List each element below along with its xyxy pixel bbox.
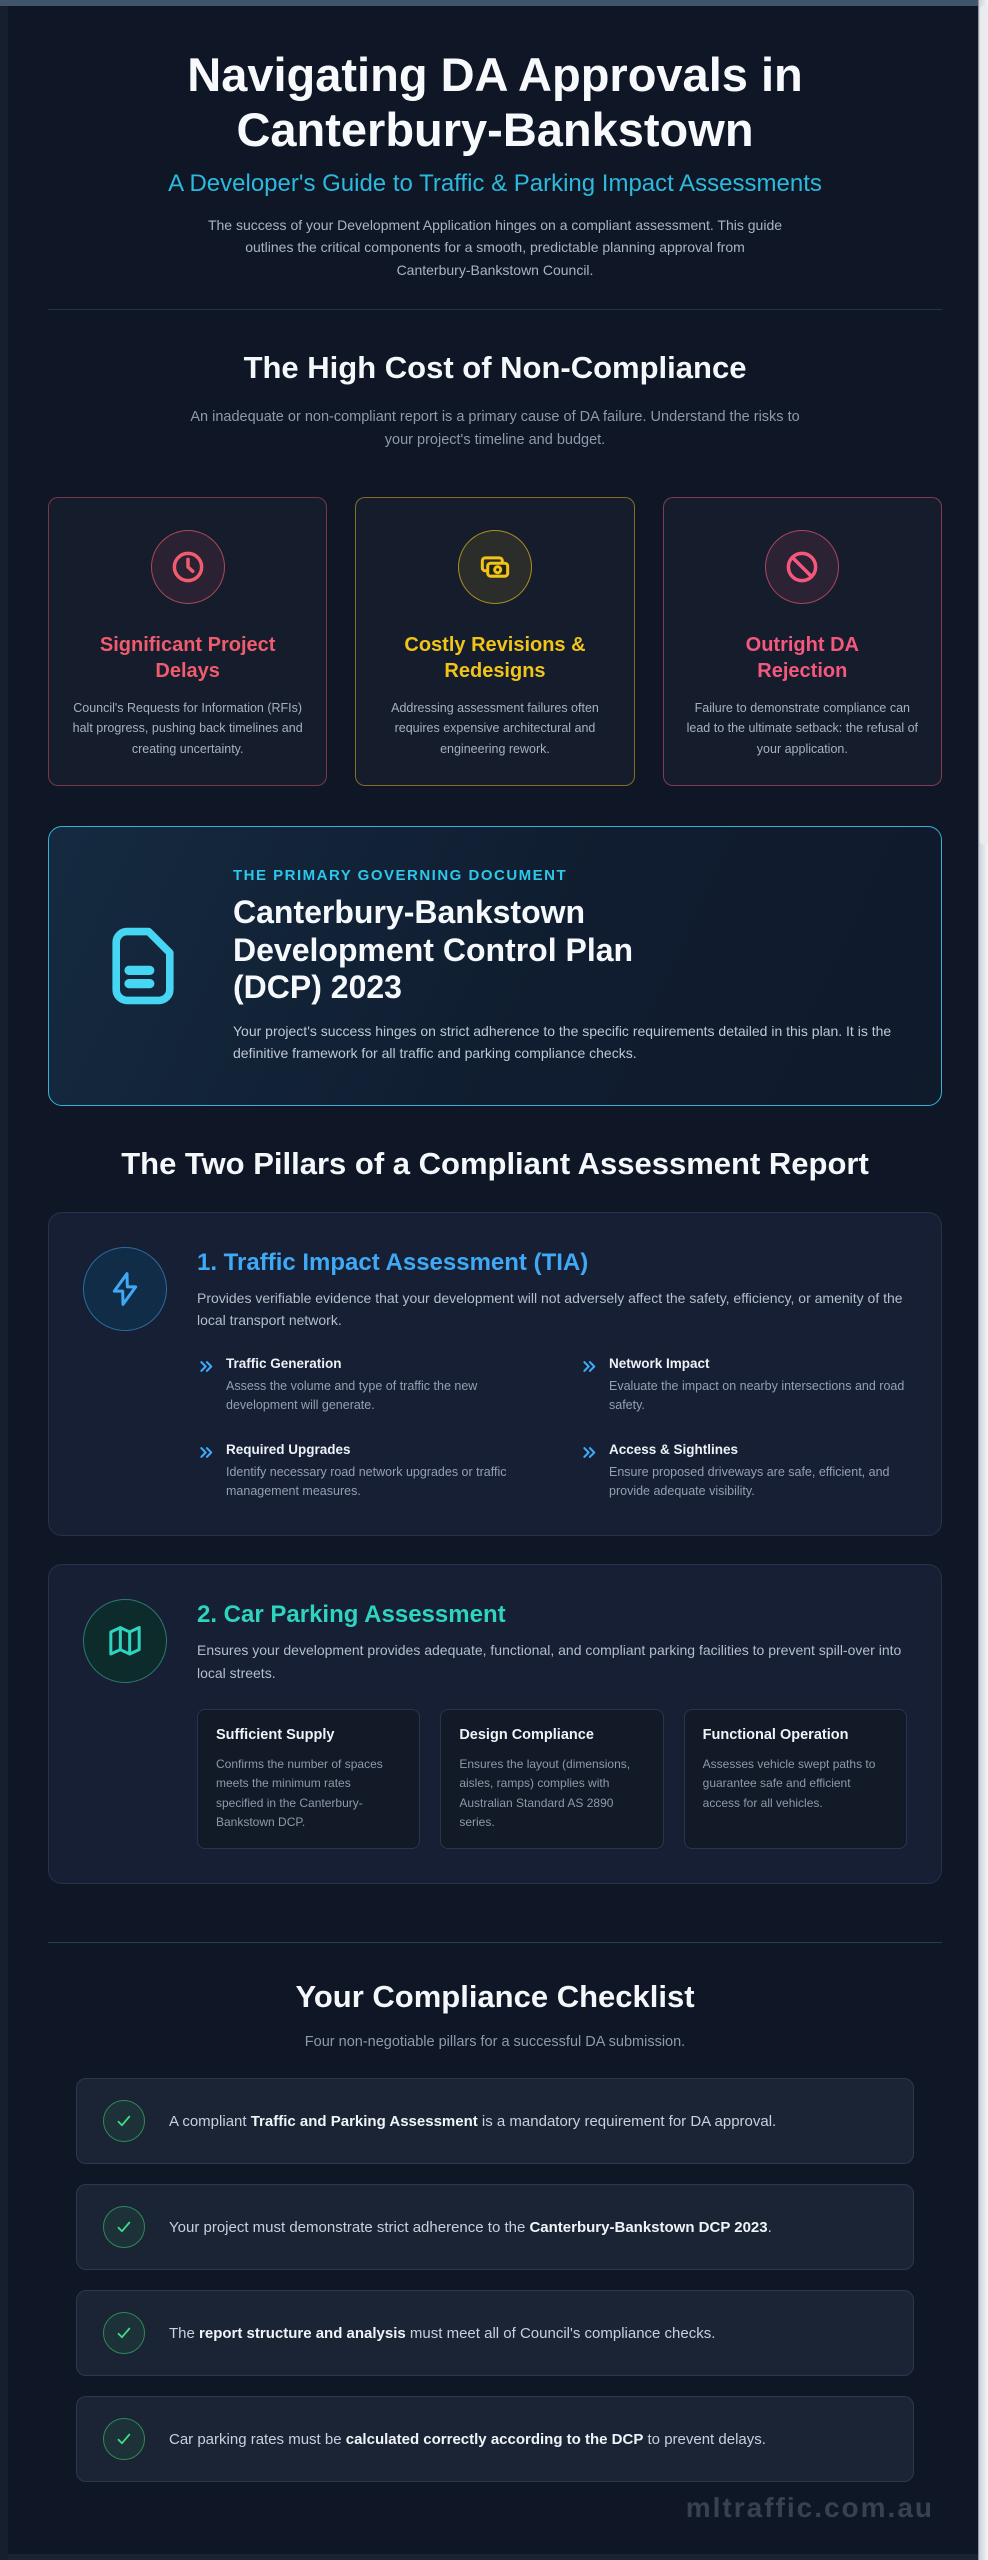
parking-subcards-row [197, 1709, 907, 1849]
risks-subheading: An inadequate or non-compliant report is a primary cause of DA failure. Understand the risks to your project's timeline and budget. [190, 409, 800, 449]
intro-text: The success of your Development Application hinges on a compliant assessment. This guide outlines the critical components for a smooth, predictable planning approval from Canterbury-Bankstown Council. [207, 216, 783, 278]
risk-card-delays [48, 497, 327, 787]
checklist-item [76, 2078, 914, 2164]
subcard-title: Functional Operation [702, 1726, 849, 1743]
watermark: mltraffic.com.au [685, 2492, 934, 2523]
tia-content [197, 1247, 907, 1502]
checklist-item-text [169, 2322, 715, 2345]
checklist-item [76, 2290, 914, 2376]
tia-head [83, 1247, 907, 1502]
tia-body: Provides verifiable evidence that your development will not adversely affect the safety, efficiency, or amenity of the local transport network. [197, 1289, 903, 1329]
parking-content [197, 1599, 907, 1849]
window-edge-bottom [8, 2554, 978, 2560]
risk-cards-row [48, 497, 942, 787]
checklist-text-bold: Traffic and Parking Assessment [250, 2112, 478, 2130]
tia-item-network-impact [580, 1356, 907, 1416]
tia-item-title: Network Impact [609, 1355, 710, 1371]
scrollbar-thumb[interactable] [980, 5, 988, 845]
tia-item-desc: Assess the volume and type of traffic the new development will generate. [226, 1378, 478, 1413]
dcp-title-line: Development Control Plan [233, 931, 634, 968]
tia-item-desc: Ensure proposed driveways are safe, efficient, and provide adequate visibility. [609, 1464, 890, 1498]
risk-card-body: Council's Requests for Information (RFIs) halt progress, pushing back timelines and creating uncertainty. [72, 700, 303, 756]
dcp-title-line: (DCP) 2023 [233, 968, 402, 1005]
checklist-item [76, 2184, 914, 2270]
dcp-title-line: Canterbury-Bankstown [233, 894, 586, 931]
checklist-text-bold: calculated correctly according to the DCP [345, 2430, 644, 2448]
risk-card-title: Costly Revisions & Redesigns [404, 633, 586, 682]
dcp-eyebrow: THE PRIMARY GOVERNING DOCUMENT [233, 867, 568, 885]
checklist-text-post: to prevent delays. [643, 2430, 766, 2448]
tia-item-desc: Identify necessary road network upgrades or traffic management measures. [226, 1464, 507, 1498]
risks-heading: The High Cost of Non-Compliance [243, 350, 747, 386]
parking-head [83, 1599, 907, 1849]
dcp-content [233, 867, 895, 1064]
checklist [76, 2078, 914, 2482]
chevrons-right-icon [580, 1443, 599, 1502]
page-title: Navigating DA Approvals in Canterbury-Bankstown [187, 48, 803, 156]
checklist-text-bold: report structure and analysis [199, 2324, 406, 2342]
risk-card-body: Failure to demonstrate compliance can lead to the ultimate setback: the refusal of your application. [686, 700, 918, 756]
check-circle-icon [103, 2206, 145, 2248]
tia-item-title: Access & Sightlines [609, 1441, 739, 1457]
checklist-divider [48, 1942, 942, 1943]
check-circle-icon [103, 2100, 145, 2142]
chevrons-right-icon [580, 1357, 599, 1416]
checklist-subheading: Four non-negotiable pillars for a successful DA submission. [304, 2034, 686, 2050]
parking-title: 2. Car Parking Assessment [197, 1601, 506, 1629]
ban-icon [765, 530, 839, 604]
parking-body: Ensures your development provides adequate, functional, and compliant parking facilities to prevent spill-over into local streets. [197, 1642, 902, 1682]
checklist-text-post: . [767, 2218, 772, 2236]
document-icon [95, 912, 191, 1020]
chevrons-right-icon [197, 1357, 216, 1416]
checklist-item [76, 2396, 914, 2482]
banknotes-icon [458, 530, 532, 604]
subcard-title: Sufficient Supply [216, 1726, 335, 1743]
tia-item-desc: Evaluate the impact on nearby intersections and road safety. [609, 1378, 905, 1413]
tia-item-traffic-generation [197, 1356, 524, 1416]
scrollbar-track[interactable] [978, 0, 988, 2560]
tia-item-text [609, 1356, 907, 1416]
checklist-text-post: is a mandatory requirement for DA approval. [477, 2112, 777, 2130]
subcard-title: Design Compliance [459, 1726, 594, 1743]
dcp-title [233, 894, 895, 1005]
page-subtitle: A Developer's Guide to Traffic & Parking Impact Assessments [168, 169, 822, 197]
section-divider [48, 309, 942, 310]
clock-icon [151, 530, 225, 604]
checklist-text-pre: Car parking rates must be [169, 2430, 346, 2448]
tia-item-access-sightlines [580, 1442, 907, 1502]
tia-item-required-upgrades [197, 1442, 524, 1502]
tia-card [48, 1212, 942, 1537]
parking-card [48, 1564, 942, 1884]
tia-item-title: Traffic Generation [226, 1355, 342, 1371]
tia-item-text [226, 1356, 524, 1416]
checklist-item-text [169, 2110, 776, 2133]
map-icon [83, 1599, 167, 1683]
subcard-functional-operation [684, 1709, 907, 1849]
check-circle-icon [103, 2418, 145, 2460]
lightning-bolt-icon [83, 1247, 167, 1331]
risk-card-body: Addressing assessment failures often requires expensive architectural and engineering rework. [391, 700, 599, 756]
pillars-heading: The Two Pillars of a Compliant Assessment Report [121, 1145, 869, 1181]
subcard-desc: Ensures the layout (dimensions, aisles, ramps) complies with Australian Standard AS 2890 series. [459, 1757, 631, 1829]
tia-item-text [609, 1442, 907, 1502]
dcp-callout [48, 826, 942, 1105]
checklist-text-pre: A compliant [169, 2112, 251, 2130]
risk-card-title: Outright DA Rejection [745, 633, 859, 682]
tia-title: 1. Traffic Impact Assessment (TIA) [197, 1248, 589, 1276]
checklist-heading: Your Compliance Checklist [295, 1979, 695, 2014]
checklist-text-pre: Your project must demonstrate strict adherence to the [169, 2218, 530, 2236]
dcp-body: Your project's success hinges on strict adherence to the specific requirements detailed in this plan. It is the definitive framework for all traffic and parking compliance checks. [233, 1022, 892, 1062]
checklist-item-text [169, 2428, 766, 2451]
risk-card-rejection [663, 497, 942, 787]
checklist-text-bold: Canterbury-Bankstown DCP 2023 [529, 2218, 768, 2236]
tia-item-title: Required Upgrades [226, 1441, 351, 1457]
subcard-sufficient-supply [197, 1709, 420, 1849]
risk-card-title: Significant Project Delays [99, 633, 276, 682]
subcard-desc: Assesses vehicle swept paths to guarantee safe and efficient access for all vehicles. [702, 1757, 876, 1810]
checklist-item-text [169, 2216, 772, 2239]
subcard-design-compliance [440, 1709, 663, 1849]
subcard-desc: Confirms the number of spaces meets the minimum rates specified in the Canterbury-Bankstown DCP. [216, 1757, 383, 1829]
checklist-text-post: must meet all of Council's compliance checks. [405, 2324, 716, 2342]
chevrons-right-icon [197, 1443, 216, 1502]
tia-items-grid [197, 1356, 907, 1502]
check-circle-icon [103, 2312, 145, 2354]
risk-card-revisions [355, 497, 634, 787]
checklist-text-pre: The [169, 2324, 200, 2342]
tia-item-text [226, 1442, 524, 1502]
